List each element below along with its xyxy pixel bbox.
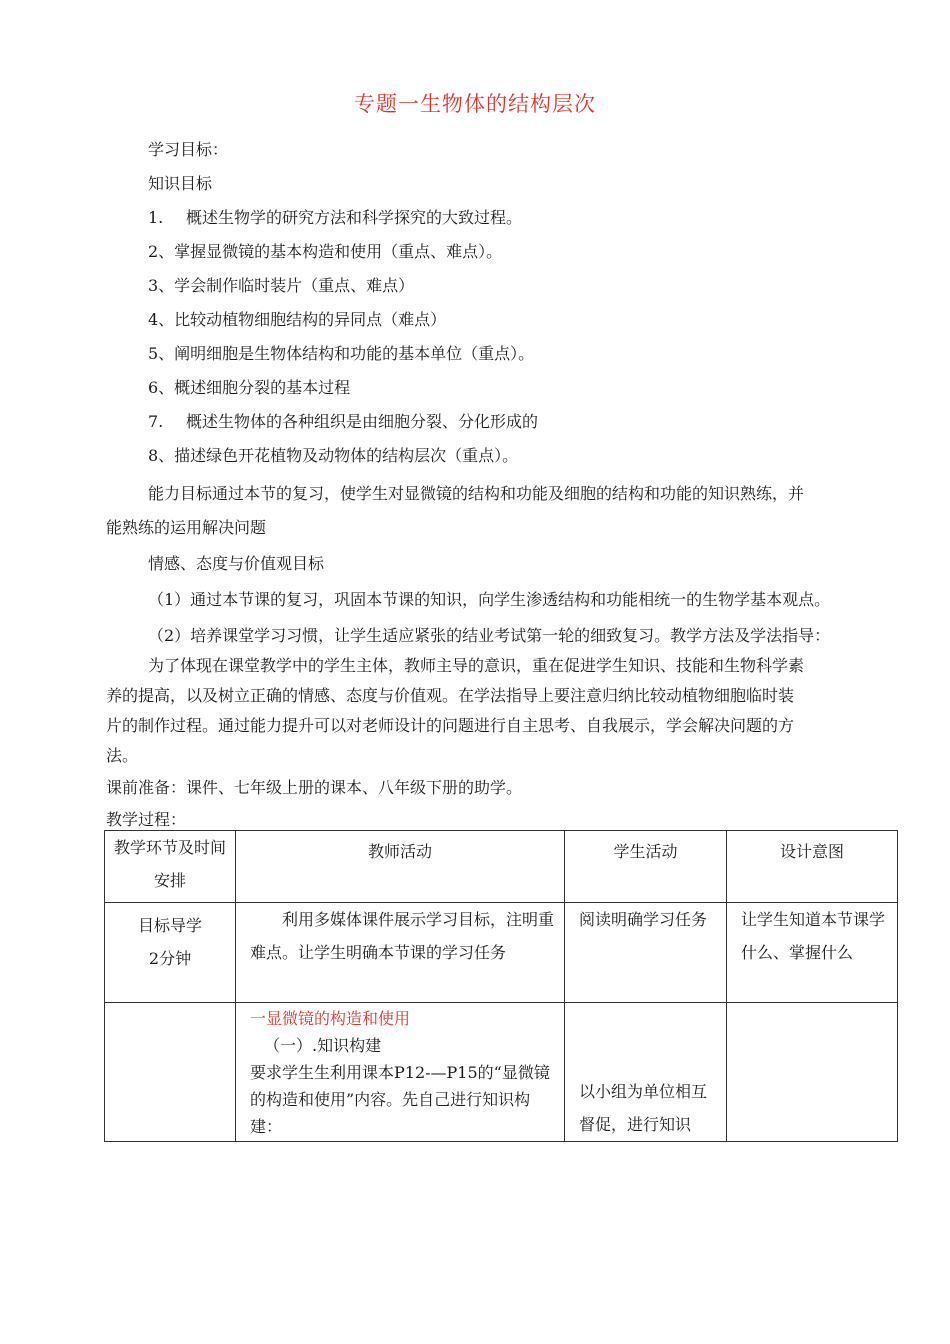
- knowledge-goals-label: 知识目标: [148, 174, 213, 193]
- header-stage-text: 教学环节及时间安排: [113, 838, 226, 890]
- knowledge-item-3: 3、学会制作临时装片（重点、难点）: [148, 276, 415, 295]
- process-label: 教学过程：: [106, 810, 187, 829]
- header-stage: [105, 831, 236, 903]
- knowledge-item-5: 5、阐明细胞是生物体结构和功能的基本单位（重点）。: [148, 344, 535, 363]
- emotion-item-1: （1）通过本节课的复习，巩固本节课的知识，向学生渗透结构和功能相统一的生物学基本观点。: [148, 590, 831, 609]
- method-line-1: 为了体现在课堂教学中的学生主体，教师主导的意识，重在促进学生知识、技能和生物科学素: [148, 656, 805, 675]
- row1-teacher: 利用多媒体课件展示学习目标，注明重难点。让学生明确本节课的学习任务: [250, 910, 555, 962]
- table-row: [105, 1003, 898, 1142]
- row1-teacher-cell: [236, 903, 565, 1003]
- row2-stage-cell: [105, 1003, 236, 1142]
- knowledge-item-2: 2、掌握显微镜的基本构造和使用（重点、难点）。: [148, 242, 503, 261]
- table-row: [105, 903, 898, 1003]
- document-title: 专题一生物体的结构层次: [354, 92, 596, 116]
- knowledge-item-4: 4、比较动植物细胞结构的异同点（难点）: [148, 310, 447, 329]
- header-teacher: [236, 831, 565, 903]
- table-header-row: [105, 831, 898, 903]
- knowledge-item-7: [148, 412, 538, 432]
- row1-stage: 目标导学: [137, 916, 202, 935]
- row2-student: 以小组为单位相互督促，进行知识: [579, 1082, 708, 1134]
- header-intent-text: 设计意图: [779, 842, 844, 861]
- header-student: [565, 831, 727, 903]
- item-number: 1.: [148, 208, 164, 227]
- row2-intent-cell: [727, 1003, 898, 1142]
- row1-student-cell: [565, 903, 727, 1003]
- row2-teacher-heading: 一显微镜的构造和使用: [250, 1009, 411, 1028]
- row2-teacher-text: 要求学生生利用课本P12-—P15的“显微镜的构造和使用”内容。先自己进行知识构建：: [250, 1063, 550, 1136]
- row2-student-cell: [565, 1003, 727, 1142]
- prep-line: 课前准备：课件、七年级上册的课本、八年级下册的助学。: [106, 778, 523, 797]
- ability-goal-line-1: 能力目标通过本节的复习，使学生对显微镜的结构和功能及细胞的结构和功能的知识熟练，并: [148, 484, 805, 503]
- lesson-table: [104, 830, 898, 1142]
- header-teacher-text: 教师活动: [367, 842, 432, 861]
- header-student-text: 学生活动: [613, 842, 678, 861]
- item-text: 概述生物学的研究方法和科学探究的大致过程。: [186, 208, 523, 227]
- item-text: 概述生物体的各种组织是由细胞分裂、分化形成的: [186, 412, 539, 431]
- row1-intent: 让学生知道本节课学什么、掌握什么: [741, 910, 886, 962]
- emotion-item-2: （2）培养课堂学习习惯，让学生适应紧张的结业考试第一轮的细致复习。教学方法及学法指导：: [148, 626, 831, 645]
- emotion-goal-label: 情感、态度与价值观目标: [148, 554, 325, 573]
- learning-goals-label: 学习目标：: [148, 140, 229, 159]
- method-line-3: 片的制作过程。通过能力提升可以对老师设计的问题进行自主思考、自我展示，学会解决问题的方: [106, 716, 795, 735]
- knowledge-item-1: [148, 208, 522, 228]
- ability-goal-line-2: 能熟练的运用解决问题: [106, 518, 267, 537]
- row1-time: 2分钟: [148, 949, 192, 968]
- method-line-4: 法。: [106, 746, 139, 765]
- header-intent: [727, 831, 898, 903]
- row2-teacher-sub: （一）.知识构建: [264, 1036, 382, 1055]
- knowledge-item-8: 8、描述绿色开花植物及动物体的结构层次（重点）。: [148, 446, 519, 465]
- row2-teacher-cell: [236, 1003, 565, 1142]
- row1-stage-cell: [105, 903, 236, 1003]
- item-number: 7.: [148, 412, 164, 431]
- method-line-2: 养的提高，以及树立正确的情感、态度与价值观。在学法指导上要注意归纳比较动植物细胞临时装: [106, 686, 795, 705]
- row1-student: 阅读明确学习任务: [579, 910, 708, 929]
- row1-intent-cell: [727, 903, 898, 1003]
- knowledge-item-6: 6、概述细胞分裂的基本过程: [148, 378, 351, 397]
